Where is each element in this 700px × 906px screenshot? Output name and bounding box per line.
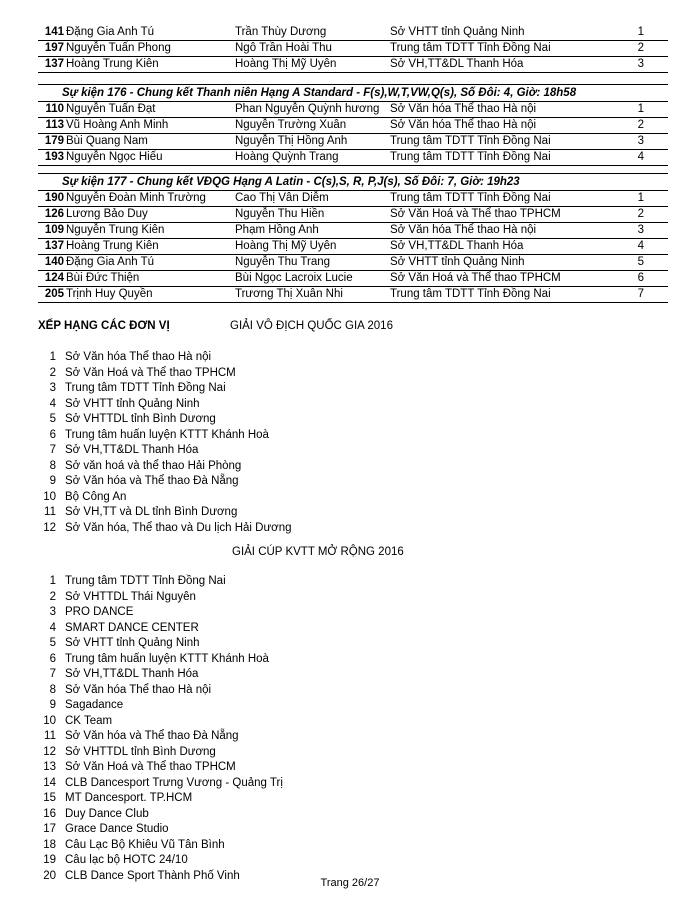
event-177-title: Sự kiện 177 - Chung kết VĐQG Hạng A Latin - C(s),S, R, P,J(s), Số Đôi: 7, Giờ: 19h23 — [38, 173, 668, 191]
organization: Trung tâm TDTT Tỉnh Đồng Nai — [390, 288, 551, 300]
organization-name: Sở Văn hóa và Thể thao Đà Nẵng — [65, 475, 239, 487]
rank: 4 — [637, 151, 644, 163]
rank-number: 3 — [49, 382, 56, 394]
rank-number: 4 — [49, 621, 56, 634]
table-row — [38, 57, 668, 73]
rank: 3 — [637, 58, 644, 70]
rank: 1 — [637, 26, 644, 38]
rank-number: 15 — [43, 792, 56, 804]
competitor-name: Bùi Quang Nam — [66, 135, 148, 147]
competitor-name: Vũ Hoàng Anh Minh — [66, 119, 169, 131]
list-item — [38, 505, 458, 521]
list-item — [38, 605, 458, 621]
table-row — [38, 150, 668, 166]
competitor-number: 126 — [44, 208, 64, 220]
rank: 2 — [637, 42, 644, 54]
table-row — [38, 239, 668, 255]
organization: Sở Văn hóa Thể thao Hà nội — [390, 119, 537, 131]
table-row — [38, 191, 668, 207]
table-row — [38, 25, 668, 41]
list-item — [38, 459, 458, 475]
rank-number: 20 — [43, 869, 56, 882]
list-item — [38, 350, 458, 366]
cup-title: GIẢI CÚP KVTT MỞ RỘNG 2016 — [232, 546, 404, 558]
organization-name: SMART DANCE CENTER — [65, 621, 199, 634]
list-item — [38, 443, 458, 459]
rank-number: 2 — [49, 590, 56, 603]
partner-name: Trần Thùy Dương — [235, 26, 327, 38]
partner-name: Nguyễn Thu Hiền — [235, 208, 325, 220]
rank: 1 — [637, 103, 644, 115]
list-item — [38, 822, 458, 838]
table-row — [38, 255, 668, 271]
organization: Trung tâm TDTT Tỉnh Đồng Nai — [390, 135, 551, 147]
rank-number: 1 — [49, 351, 56, 363]
organization-name: Sở Văn Hoá và Thể thao TPHCM — [65, 366, 236, 379]
list-item — [38, 636, 458, 652]
rank-number: 17 — [43, 823, 56, 835]
organization-name: CLB Dance Sport Thành Phố Vinh — [65, 869, 240, 882]
organization-name: Sở Văn hóa và Thể thao Đà Nẵng — [65, 730, 239, 742]
organization: Trung tâm TDTT Tỉnh Đồng Nai — [390, 151, 551, 163]
list-item — [38, 621, 458, 637]
organization: Sở Văn hóa Thể thao Hà nội — [390, 224, 537, 236]
partner-name: Cao Thị Vân Diễm — [235, 192, 329, 204]
organization-name: MT Dancesport. TP.HCM — [65, 792, 193, 804]
competitor-name: Trịnh Huy Quyền — [66, 288, 153, 300]
organization: Trung tâm TDTT Tỉnh Đồng Nai — [390, 42, 551, 54]
competitor-number: 124 — [44, 272, 64, 284]
rank-number: 10 — [43, 714, 56, 727]
rank-number: 16 — [43, 807, 56, 820]
partner-name: Phan Nguyễn Quỳnh hương — [235, 103, 380, 115]
competitor-name: Nguyễn Tuấn Đạt — [66, 103, 156, 115]
list-item — [38, 652, 458, 668]
organization-name: Sở Văn Hoá và Thể thao TPHCM — [65, 761, 236, 773]
list-item — [38, 729, 458, 745]
organization: Sở VH,TT&DL Thanh Hóa — [390, 58, 524, 70]
list-item — [38, 381, 458, 397]
rank-number: 19 — [43, 854, 56, 866]
competitor-number: 197 — [44, 42, 64, 54]
competitor-number: 113 — [45, 119, 64, 131]
list-item — [38, 838, 458, 854]
organization-name: Sở VH,TT&DL Thanh Hóa — [65, 444, 199, 456]
list-item — [38, 590, 458, 606]
competitor-number: 137 — [44, 240, 64, 252]
organization-name: PRO DANCE — [65, 606, 134, 618]
rank-number: 18 — [43, 838, 56, 851]
partner-name: Bùi Ngọc Lacroix Lucie — [235, 272, 353, 284]
rank-number: 1 — [49, 575, 56, 587]
competitor-number: 137 — [44, 58, 64, 70]
competitor-name: Đặng Gia Anh Tú — [66, 256, 155, 268]
rank-number: 6 — [49, 652, 56, 665]
organization: Trung tâm TDTT Tỉnh Đồng Nai — [390, 192, 551, 204]
organization-name: Sở văn hoá và thể thao Hải Phòng — [65, 459, 242, 472]
list-item — [38, 474, 458, 490]
organization-name: CLB Dancesport Trưng Vương - Quảng Trị — [65, 776, 283, 789]
competitor-number: 190 — [44, 192, 64, 204]
competitor-number: 179 — [44, 135, 64, 147]
rank: 6 — [637, 272, 644, 284]
partner-name: Ngô Trần Hoài Thu — [235, 42, 332, 54]
list-item — [38, 397, 458, 413]
competitor-number: 110 — [45, 103, 64, 115]
list-item — [38, 366, 458, 382]
rank: 2 — [637, 208, 644, 220]
organization-name: Trung tâm huấn luyện KTTT Khánh Hoà — [65, 428, 269, 441]
list-item — [38, 428, 458, 444]
national-title: GIẢI VÔ ĐỊCH QUỐC GIA 2016 — [230, 320, 393, 332]
organization: Sở VHTT tỉnh Quảng Ninh — [390, 256, 525, 268]
organization: Sở Văn Hoá và Thể thao TPHCM — [390, 272, 561, 284]
rank: 4 — [637, 240, 644, 252]
rank-number: 5 — [49, 413, 56, 425]
event-176-table — [38, 84, 668, 166]
competitor-number: 141 — [44, 26, 64, 38]
list-item — [38, 521, 458, 537]
rank-number: 5 — [49, 637, 56, 649]
rank-number: 12 — [43, 521, 56, 534]
competitor-name: Nguyễn Tuấn Phong — [66, 42, 171, 54]
competitor-name: Lương Bảo Duy — [66, 208, 148, 220]
list-item — [38, 807, 458, 823]
competitor-number: 140 — [44, 256, 64, 268]
rank-number: 11 — [44, 506, 56, 518]
rank: 2 — [637, 119, 644, 131]
list-item — [38, 698, 458, 714]
rank-number: 8 — [49, 459, 56, 472]
rank-number: 7 — [49, 668, 56, 680]
list-item — [38, 776, 458, 792]
cup-ranking-list — [38, 574, 458, 884]
organization: Sở VH,TT&DL Thanh Hóa — [390, 240, 524, 252]
rank-number: 6 — [49, 428, 56, 441]
rank: 5 — [637, 256, 644, 268]
rank-number: 10 — [43, 490, 56, 503]
competitor-name: Đặng Gia Anh Tú — [66, 26, 155, 38]
page-footer: Trang 26/27 — [320, 877, 380, 889]
organization-name: Sở VHTT tỉnh Quảng Ninh — [65, 397, 200, 410]
partner-name: Nguyễn Thu Trang — [235, 256, 331, 268]
event-176-title: Sự kiện 176 - Chung kết Thanh niên Hạng A Standard - F(s),W,T,VW,Q(s), Số Đôi: 4, Giờ: 18h58 — [38, 84, 668, 102]
organization-name: Sở VHTT tỉnh Quảng Ninh — [65, 637, 200, 649]
organization-name: Sở Văn hóa Thể thao Hà nội — [65, 351, 212, 363]
partner-name: Phạm Hồng Anh — [235, 224, 319, 236]
competitor-name: Hoàng Trung Kiên — [66, 240, 159, 252]
competitor-name: Nguyễn Ngọc Hiếu — [66, 151, 163, 163]
organization-name: Câu lạc bộ HOTC 24/10 — [65, 854, 188, 866]
table-row — [38, 102, 668, 118]
organization-name: CK Team — [65, 714, 113, 727]
table-row — [38, 287, 668, 303]
rank-number: 12 — [43, 745, 56, 758]
rank-number: 14 — [43, 776, 56, 789]
table-row — [38, 223, 668, 239]
rank-number: 13 — [43, 761, 56, 773]
organization-name: Bộ Công An — [65, 490, 127, 503]
list-item — [38, 490, 458, 506]
list-item — [38, 853, 458, 869]
rank-number: 2 — [49, 366, 56, 379]
organization-name: Sở VHTTDL tỉnh Bình Dương — [65, 413, 216, 425]
national-ranking-list — [38, 350, 458, 536]
organization-name: Sở VHTTDL tỉnh Bình Dương — [65, 745, 216, 758]
competitor-name: Hoàng Trung Kiên — [66, 58, 159, 70]
organization-name: Sở Văn hóa Thể thao Hà nội — [65, 683, 212, 696]
organization-name: Grace Dance Studio — [65, 823, 169, 835]
list-item — [38, 683, 458, 699]
organization: Sở VHTT tỉnh Quảng Ninh — [390, 26, 525, 38]
table-row — [38, 118, 668, 134]
competitor-number: 205 — [44, 288, 64, 300]
rank-number: 9 — [49, 699, 56, 711]
partner-name: Nguyễn Trường Xuân — [235, 119, 347, 131]
competitor-name: Bùi Đức Thiện — [66, 272, 140, 284]
partner-name: Trương Thị Xuân Nhi — [235, 288, 343, 300]
partner-name: Hoàng Thị Mỹ Uyên — [235, 240, 337, 252]
competitor-number: 109 — [44, 224, 64, 236]
list-item — [38, 745, 458, 761]
rank: 3 — [637, 135, 644, 147]
rank: 7 — [637, 288, 644, 300]
rank: 3 — [637, 224, 644, 236]
rank-number: 3 — [49, 606, 56, 618]
organization-name: Trung tâm TDTT Tỉnh Đồng Nai — [65, 575, 226, 587]
organization-name: Trung tâm huấn luyện KTTT Khánh Hoà — [65, 652, 269, 665]
table-row — [38, 41, 668, 57]
organization: Sở Văn Hoá và Thể thao TPHCM — [390, 208, 561, 220]
organization-name: Sở VH,TT và DL tỉnh Bình Dương — [65, 506, 238, 518]
ranking-heading: XẾP HẠNG CÁC ĐƠN VỊ — [38, 320, 170, 332]
list-item — [38, 791, 458, 807]
ranking-heading-row — [38, 318, 638, 334]
rank-number: 4 — [49, 397, 56, 410]
rank: 1 — [637, 192, 644, 204]
rank-number: 8 — [49, 683, 56, 696]
list-item — [38, 714, 458, 730]
organization-name: Sagadance — [65, 699, 124, 711]
table-row — [38, 207, 668, 223]
organization-name: Sở Văn hóa, Thể thao và Du lịch Hải Dương — [65, 521, 292, 534]
organization-name: Sở VHTTDL Thái Nguyên — [65, 590, 196, 603]
list-item — [38, 574, 458, 590]
competitor-name: Nguyễn Đoàn Minh Trường — [66, 192, 206, 204]
partner-name: Nguyễn Thị Hồng Anh — [235, 135, 348, 147]
table-row — [38, 271, 668, 287]
list-item — [38, 667, 458, 683]
competitor-number: 193 — [44, 151, 64, 163]
event-177-table — [38, 173, 668, 303]
list-item — [38, 412, 458, 428]
rank-number: 7 — [49, 444, 56, 456]
results-table-top — [38, 25, 668, 73]
organization-name: Trung tâm TDTT Tỉnh Đồng Nai — [65, 382, 226, 394]
organization-name: Duy Dance Club — [65, 807, 149, 820]
partner-name: Hoàng Quỳnh Trang — [235, 151, 339, 163]
organization: Sở Văn hóa Thể thao Hà nội — [390, 103, 537, 115]
rank-number: 9 — [49, 475, 56, 487]
partner-name: Hoàng Thị Mỹ Uyên — [235, 58, 337, 70]
organization-name: Câu Lạc Bộ Khiêu Vũ Tân Bình — [65, 838, 225, 851]
table-row — [38, 134, 668, 150]
list-item — [38, 760, 458, 776]
rank-number: 11 — [44, 730, 56, 742]
competitor-name: Nguyễn Trung Kiên — [66, 224, 165, 236]
organization-name: Sở VH,TT&DL Thanh Hóa — [65, 668, 199, 680]
